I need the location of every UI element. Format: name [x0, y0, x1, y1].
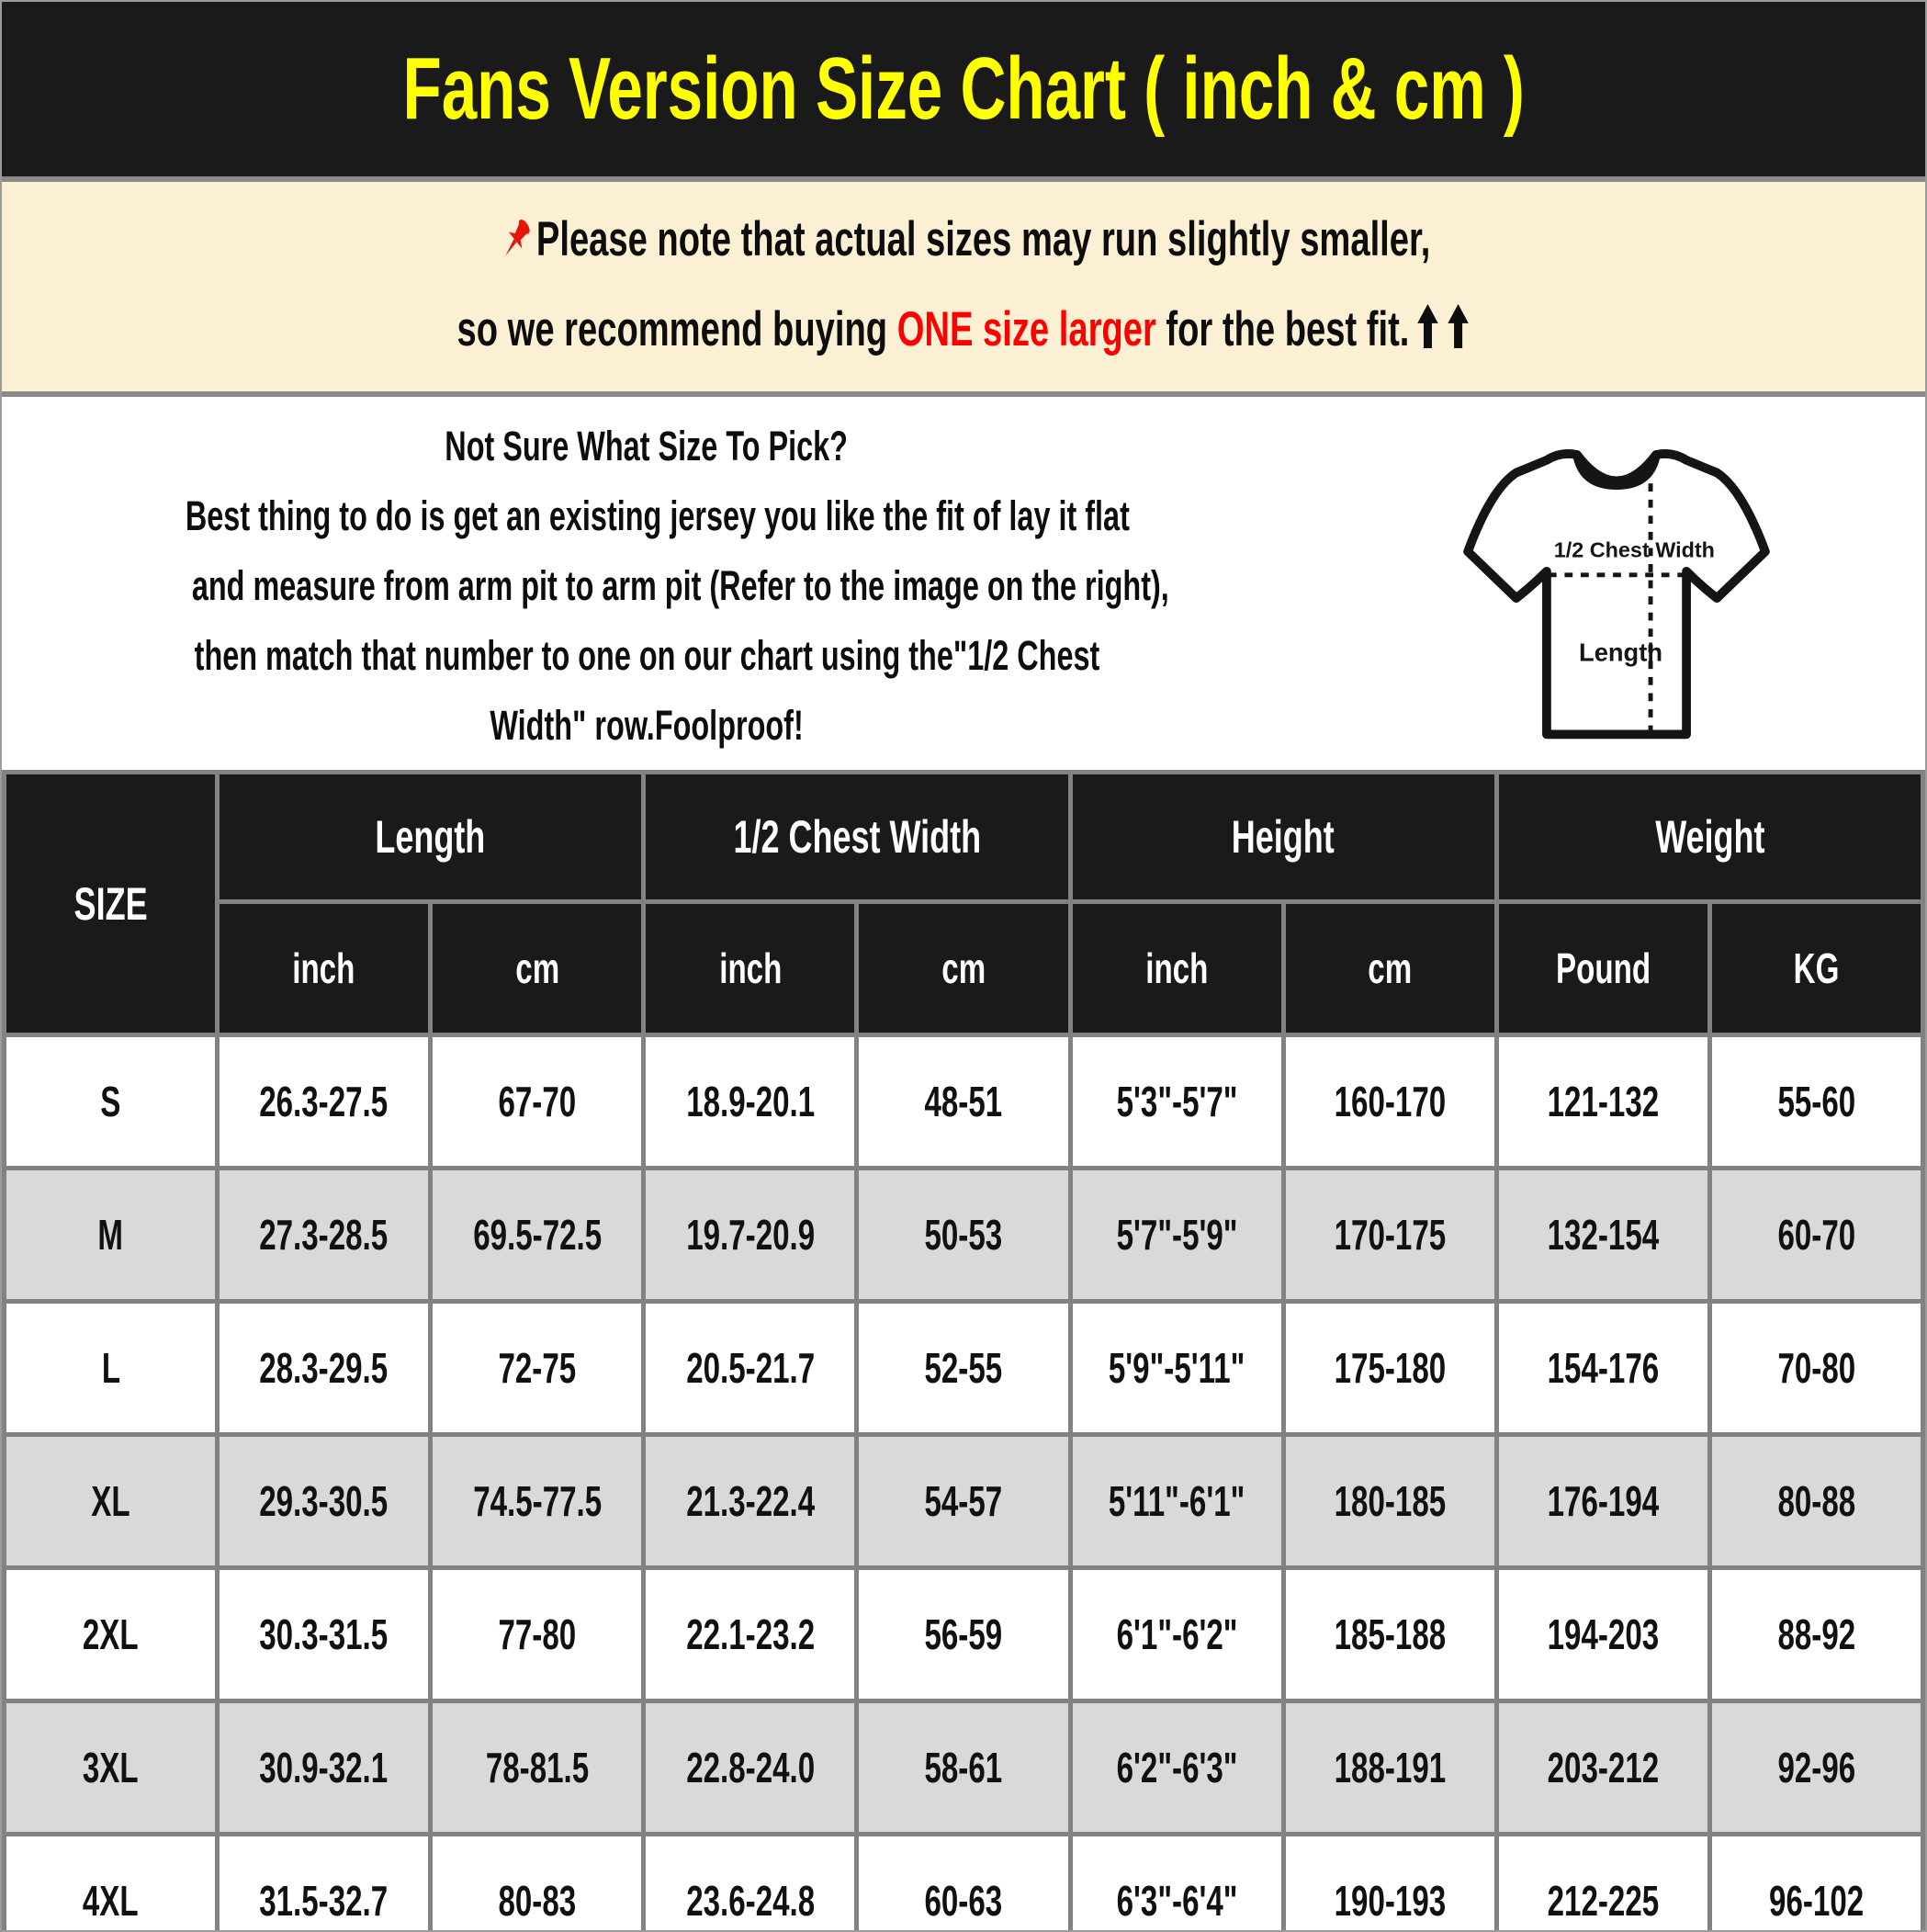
- value-cell: 175-180: [1283, 1302, 1496, 1435]
- column-group-weight: Weight: [1496, 773, 1922, 902]
- subheader-chest-cm: cm: [857, 902, 1070, 1035]
- value-cell: 6'3"-6'4": [1070, 1835, 1283, 1932]
- value-cell: 212-225: [1496, 1835, 1709, 1932]
- table-row: [5, 1302, 1923, 1435]
- value-cell: 80-88: [1709, 1435, 1922, 1568]
- instructions-heading: Not Sure What Size To Pick?: [445, 423, 849, 469]
- size-cell: L: [5, 1302, 218, 1435]
- instruction-line: Width" row.Foolproof!: [490, 702, 804, 749]
- value-cell: 88-92: [1709, 1568, 1922, 1701]
- note-line-2: [2, 285, 1925, 375]
- value-cell: 132-154: [1496, 1169, 1709, 1302]
- size-cell: 2XL: [5, 1568, 218, 1701]
- value-cell: 203-212: [1496, 1701, 1709, 1835]
- value-cell: 21.3-22.4: [644, 1435, 857, 1568]
- value-cell: 77-80: [431, 1568, 644, 1701]
- note-line-1: [2, 195, 1925, 285]
- value-cell: 176-194: [1496, 1435, 1709, 1568]
- value-cell: 29.3-30.5: [218, 1435, 431, 1568]
- value-cell: 52-55: [857, 1302, 1070, 1435]
- value-cell: 22.1-23.2: [644, 1568, 857, 1701]
- size-cell: S: [5, 1035, 218, 1169]
- value-cell: 5'9"-5'11": [1070, 1302, 1283, 1435]
- value-cell: 72-75: [431, 1302, 644, 1435]
- column-group-height: Height: [1070, 773, 1496, 902]
- value-cell: 92-96: [1709, 1701, 1922, 1835]
- value-cell: 74.5-77.5: [431, 1435, 644, 1568]
- subheader-length-cm: cm: [431, 902, 644, 1035]
- value-cell: 160-170: [1283, 1035, 1496, 1169]
- value-cell: 194-203: [1496, 1568, 1709, 1701]
- value-cell: 60-70: [1709, 1169, 1922, 1302]
- value-cell: 20.5-21.7: [644, 1302, 857, 1435]
- value-cell: 54-57: [857, 1435, 1070, 1568]
- page-title: Fans Version Size Chart ( inch & cm ): [402, 40, 1525, 138]
- table-subheader-row: [5, 902, 1923, 1035]
- header-bar: [2, 2, 1925, 182]
- note-text-1: Please note that actual sizes may run slightly smaller,: [535, 212, 1431, 266]
- value-cell: 31.5-32.7: [218, 1835, 431, 1932]
- value-cell: 5'11"-6'1": [1070, 1435, 1283, 1568]
- value-cell: 190-193: [1283, 1835, 1496, 1932]
- note-text-2-prefix: so we recommend buying: [456, 302, 897, 356]
- value-cell: 70-80: [1709, 1302, 1922, 1435]
- value-cell: 5'3"-5'7": [1070, 1035, 1283, 1169]
- subheader-weight-pound: Pound: [1496, 902, 1709, 1035]
- value-cell: 58-61: [857, 1701, 1070, 1835]
- column-group-chest-width: 1/2 Chest Width: [644, 773, 1070, 902]
- value-cell: 56-59: [857, 1568, 1070, 1701]
- tshirt-diagram: [1455, 421, 1778, 748]
- value-cell: 18.9-20.1: [644, 1035, 857, 1169]
- highlight-text: ONE size larger: [896, 302, 1156, 356]
- column-header-size: SIZE: [5, 773, 218, 1035]
- value-cell: 96-102: [1709, 1835, 1922, 1932]
- subheader-chest-inch: inch: [644, 902, 857, 1035]
- value-cell: 22.8-24.0: [644, 1701, 857, 1835]
- instruction-line: and measure from arm pit to arm pit (Refer to the image on the right),: [191, 562, 1169, 609]
- size-cell: M: [5, 1169, 218, 1302]
- value-cell: 48-51: [857, 1035, 1070, 1169]
- up-arrow-icon: [1447, 303, 1471, 349]
- size-cell: 4XL: [5, 1835, 218, 1932]
- value-cell: 80-83: [431, 1835, 644, 1932]
- column-group-length: Length: [218, 773, 644, 902]
- value-cell: 185-188: [1283, 1568, 1496, 1701]
- instructions: [2, 412, 1291, 761]
- size-table: [2, 770, 1925, 1932]
- value-cell: 67-70: [431, 1035, 644, 1169]
- instruction-line: Best thing to do is get an existing jersey you like the fit of lay it flat: [185, 492, 1130, 539]
- value-cell: 30.3-31.5: [218, 1568, 431, 1701]
- table-row: [5, 1435, 1923, 1568]
- value-cell: 26.3-27.5: [218, 1035, 431, 1169]
- size-cell: 3XL: [5, 1701, 218, 1835]
- table-row: [5, 1035, 1923, 1169]
- table-row: [5, 1169, 1923, 1302]
- instruction-line: then match that number to one on our chart using the"1/2 Chest: [194, 632, 1099, 679]
- value-cell: 27.3-28.5: [218, 1169, 431, 1302]
- table-row: [5, 1835, 1923, 1932]
- subheader-length-inch: inch: [218, 902, 431, 1035]
- subheader-height-inch: inch: [1070, 902, 1283, 1035]
- value-cell: 6'1"-6'2": [1070, 1568, 1283, 1701]
- value-cell: 60-63: [857, 1835, 1070, 1932]
- note-text-2-suffix: for the best fit.: [1155, 302, 1410, 356]
- size-cell: XL: [5, 1435, 218, 1568]
- value-cell: 170-175: [1283, 1169, 1496, 1302]
- length-label: Length: [1579, 638, 1663, 667]
- value-cell: 78-81.5: [431, 1701, 644, 1835]
- value-cell: 6'2"-6'3": [1070, 1701, 1283, 1835]
- note-banner: [2, 182, 1925, 397]
- value-cell: 55-60: [1709, 1035, 1922, 1169]
- value-cell: 50-53: [857, 1169, 1070, 1302]
- subheader-height-cm: cm: [1283, 902, 1496, 1035]
- chest-width-label: 1/2 Chest Width: [1553, 537, 1715, 562]
- up-arrow-icon: [1416, 303, 1440, 349]
- value-cell: 28.3-29.5: [218, 1302, 431, 1435]
- table-group-header-row: [5, 773, 1923, 902]
- table-row: [5, 1701, 1923, 1835]
- value-cell: 30.9-32.1: [218, 1701, 431, 1835]
- subheader-weight-kg: KG: [1709, 902, 1922, 1035]
- value-cell: 5'7"-5'9": [1070, 1169, 1283, 1302]
- table-row: [5, 1568, 1923, 1701]
- value-cell: 154-176: [1496, 1302, 1709, 1435]
- pushpin-icon: [497, 213, 535, 266]
- value-cell: 188-191: [1283, 1701, 1496, 1835]
- value-cell: 180-185: [1283, 1435, 1496, 1568]
- value-cell: 23.6-24.8: [644, 1835, 857, 1932]
- value-cell: 19.7-20.9: [644, 1169, 857, 1302]
- value-cell: 121-132: [1496, 1035, 1709, 1169]
- instructions-section: [2, 397, 1925, 770]
- value-cell: 69.5-72.5: [431, 1169, 644, 1302]
